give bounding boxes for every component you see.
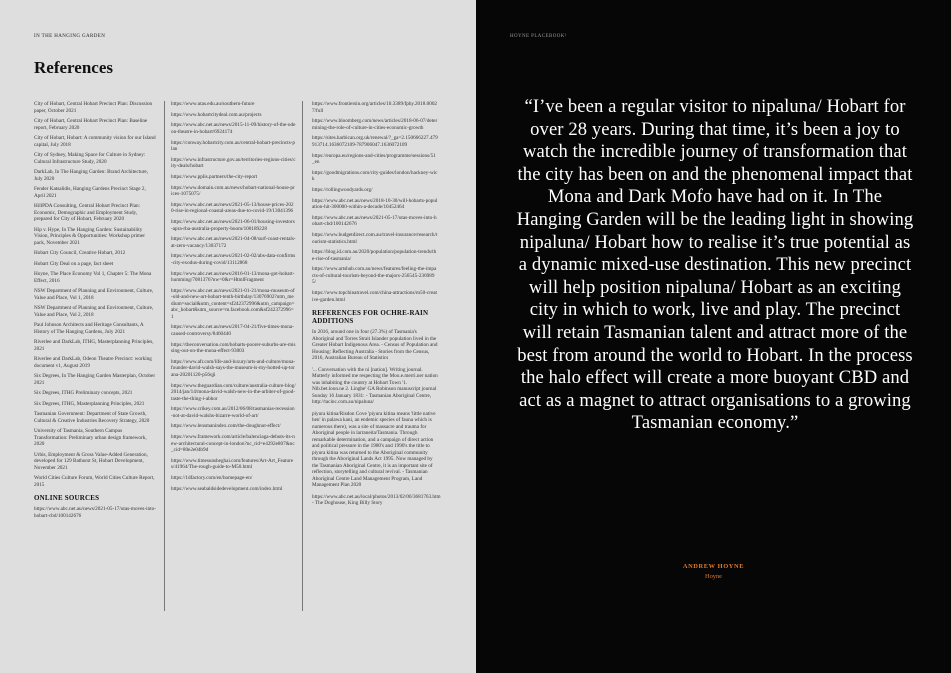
reference-entry: Tasmanian Government: Department of State Growth, Cultural & Creative Industries Recovery Strategy, 2020 — [34, 411, 150, 424]
reference-entry: Paul Johnson Architects and Heritage Consultants, A History of The Hanging Gardens, July 2021 — [34, 322, 144, 335]
reference-entry: NSW Department of Planning and Environment, Culture, Value and Place, Vol 2, 2018 — [34, 305, 154, 318]
right-page — [476, 0, 951, 673]
reference-url: https://www.afr.com/life-and-luxury/arts-and-culture/mona-founder-david-walsh-says-the-museum-is-my-hotted-up-torana-20201120-p56qji — [171, 358, 296, 378]
reference-entry: City of Hobart, Central Hobart Precinct Plan: Discussion paper, October 2021 — [34, 101, 153, 114]
reference-entry: University of Tasmania, Southern Campus Transformation: Preliminary urban design framework, 2020 — [34, 428, 147, 447]
reference-entry: Six Degrees, ITHG, Masterplanning Principles, 2021 — [34, 400, 145, 407]
reference-url: https://www.abc.net.au/news/2017-04-21/five-times-mona-caused-controversy/8460440 — [171, 324, 294, 337]
page-title: References — [34, 58, 113, 77]
reference-url: https://www.theguardian.com/culture/australia-culture-blog/2014/jan/14/mona-david-walsh-new-in-the-arbiter-of-good-taste-the-thing-i-abhor — [171, 382, 296, 402]
reference-url: https://www.abc.net.au/news/2021-05-13/house-prices-2020-rise-in-regional-coastal-areas-due-to-covid-19/13041396 — [171, 201, 294, 215]
ochre-rain-entry: piyura kitina/Risdon Cove 'piyura kitina means 'little native hen' in palawa kani, an endemic species of fauna which is numerous there), was a site of massacre and trauma for Aboriginal people in larraneita/Tasmania. Through remarkable determination, and a campaign of direct action and political pressure in the 1980's and 1990's the title to piyura kitina was returned to the Aboriginal community through the Aboriginal Lands Act 1995. Now managed by the Tasmanian Aboriginal Centre, it is an important site of reflection, storytelling and cultural revival. - Tasmanian Aboriginal Centre Land Management Program, Land Management Plan 2020 — [312, 410, 436, 489]
reference-url: https://europa.eu/regions-and-cities/programme/sessions/51_en — [312, 152, 436, 166]
bibliography-list — [34, 101, 156, 488]
reference-entry: City of Sydney, Making Space for Culture in Sydney: Cultural Infrastructure Study, 2020 — [34, 152, 146, 165]
ochre-rain-entry: '... Conversation with the ni [nation]. Writing journal. Mutterly informed me respecting the Mou.e.merri.ner nation was inhabiting the country at Hobart Town '1. Nib.bet.loon.ne 2. Lingbe' GA Robinson manuscript journal Sunday 16 January 1831: - Tasmanian Aboriginal Centre, http://tacinc.com.au/nipaluna/ — [312, 366, 438, 406]
reference-entry: HillPDA Consulting, Central Hobart Precinct Plan: Economic, Demographic and Employment Study, prepared for City of Hobart, February 2020 — [34, 203, 141, 222]
reference-url: https://theconversation.com/hobarts-poorer-suburbs-are-missing-out-on-the-mona-effect-93003 — [171, 341, 296, 355]
ochre-rain-list — [312, 329, 441, 507]
ochre-rain-heading: REFERENCES FOR OCHRE-RAIN ADDITIONS — [312, 309, 429, 326]
ochre-rain-entry: In 2016, around one in four (27.3%) of Tasmania's Aboriginal and Torres Strait Islander population lived in the Greater Hobart Indigenous Area. - Census of Population and Housing: Reflecting Australia - Stories from the Census, 2016, Australian Bureau of Statistics — [312, 329, 438, 362]
reference-url: https://www.artshub.com.au/news/features/feeling-the-impacts-of-cultural-tourism-beyond-the-majors-256545-2369895/ — [312, 266, 437, 286]
reference-url: https://www.abc.net.au/news/2016-01-13/mona-got-hobart-humming/7081376?nw=0&r=HtmlFragment — [171, 270, 295, 284]
reference-url: https://blog.id.com.au/2020/population/population-trends/the-rise-of-tasmania/ — [312, 249, 437, 262]
reference-entry: Hobart City Deal on a page, fact sheet — [34, 260, 114, 267]
reference-url: https://www.abc.net.au/news/2018-10-30/will-hobarts-population-hit-300000-within-a-decade/10452464 — [312, 197, 438, 211]
reference-url: https://www.abc.net.au/news/2015-11-09/history-of-the-odeon-theatre-in-hobart/6924174 — [171, 122, 296, 135]
reference-url: https://www.frontiersin.org/articles/10.3389/fphy.2018.00027/full — [312, 101, 438, 114]
ochre-rain-entry: https://www.abc.net.au/local/photos/2013/02/06/3681763.htm - The Doghouse, King Billy Story — [312, 493, 441, 507]
reference-url: https://www.hobartcitydeal.com.au/projects — [171, 111, 262, 118]
reference-entry: Hip v. Hype, In The Hanging Garden: Sustainability Vision, Principles & Opportunities: Workshop primer pack, November 2021 — [34, 226, 145, 246]
reference-column-3 — [303, 101, 441, 611]
reference-url: https://www.bloomberg.com/news/articles/2018-06-07/determining-the-role-of-culture-in-cities-economic-growth — [312, 118, 438, 131]
reference-url: https://www.crikey.com.au/2012/06/08/tasmanias-recession-not-at-david-walshs-bizarre-world-of-art/ — [171, 406, 295, 419]
reference-entry: City of Hobart, Central Hobart Precinct Plan: Baseline report, February 2020 — [34, 118, 148, 131]
reference-column-2 — [164, 101, 303, 611]
left-running-head: IN THE HANGING GARDEN — [34, 34, 106, 39]
reference-entry: Six Degrees, In The Hanging Garden Masterplan, October 2021 — [34, 373, 156, 386]
reference-url: https://www.lensmanindex.com/the-doughnut-effect/ — [171, 423, 281, 430]
reference-columns — [34, 101, 441, 611]
reference-url: https://www.framework.com/article/balenciaga-debuts-its-new-architectural-concept-in-london?nc_rid=e4292e807&nc_cid=80e2e04b9d — [171, 434, 295, 454]
reference-url: https://goodmigrations.com/city-guides/london/hackney-wick — [312, 169, 438, 183]
reference-entry: Riverlee and DarkLab, ITHG, Masterplanning Principles, 2021 — [34, 339, 154, 352]
quote-organisation: Hoyne — [704, 573, 723, 580]
online-sources-heading: ONLINE SOURCES — [34, 494, 100, 502]
reference-url: https://conway.hobartcity.com.au/central-hobart-precincts-plan — [171, 139, 295, 153]
reference-column-1 — [34, 101, 164, 611]
reference-entry: Urbis, Employment & Gross Value-Added Generation, developed for 129 Bathurst St, Hobart Development, November 2021 — [34, 451, 148, 471]
reference-entry: City of Hobart, Hobart: A community vision for our Island capital, July 2018 — [34, 135, 156, 148]
url-list — [171, 101, 296, 492]
reference-entry: NSW Department of Planning and Environment, Culture, Value and Place, Vol 1, 2018 — [34, 288, 154, 301]
reference-url: https://rollingwoodyards.org/ — [312, 186, 373, 193]
pull-quote: “I’ve been a regular visitor to nipaluna/ Hobart for over 28 years. During that time, it’s been a joy to watch the incredible journey of transformation that the city has been on and the phenomenal impact that Mona and Dark Mofo have had on it. In The Hanging Garden will be the leading light in showing nipaluna/ Hobart how to realise it’s true potential as a dynamic mixed-use destination. This new precinct will help position nipaluna/ Hobart as an exciting city in which to work, live and play. The precinct will retain Tasmanian talent and attract more of the best from around the world to Hobart. In the process the halo effect will create a more buoyant CBD and act as a magnet to attract organisations to a growing Tasmanian economy.” — [516, 96, 914, 434]
reference-url: https://www.infrastructure.gov.au/territories-regions-cities/city-deals/hobart — [171, 156, 296, 170]
reference-url: https://www.domain.com.au/news/hobart-national-house-prices-1075075/ — [171, 184, 295, 198]
reference-url: https://www.abc.net.au/news/2021-06-01/housing-investors-apra-rba-australia-property-boom/100189228 — [171, 219, 295, 232]
reference-entry: Riverlee and DarkLab, Odeon Theatre Precinct: working document v1, August 2019 — [34, 356, 152, 369]
reference-entry: Hobart City Council, Creative Hobart, 2012 — [34, 250, 126, 256]
reference-entry: DarkLab, In The Hanging Garden: Brand Architecture, July 2020 — [34, 169, 148, 182]
online-source-link: https://www.abc.net.au/news/2021-05-17/utas-moves-into-hobart-cbd/100142676 — [34, 506, 156, 519]
reference-url: https://www.utas.edu.au/southern-future — [171, 101, 255, 107]
reference-url: https://www.abc.net.au/news/2021-02-02/abs-data-confirms-city-exodus-during-covid/13112868 — [171, 253, 296, 266]
right-running-head: HOYNE PLACEBOOK² — [510, 34, 567, 39]
url-list-2 — [312, 101, 438, 303]
reference-url: https://www.topchinatravel.com/china-attractions/m50-creative-garden.html — [312, 290, 437, 303]
reference-url: https://www.seabaldsidedevelopment.com/index.html — [171, 485, 283, 492]
reference-url: https://sites.harbican.org.uk/renewal/?_ga=2.150666227.479913714.1636072109-787906047.1636072109 — [312, 135, 438, 148]
reference-url: https://www.timesunsheghai.com/features/Art-Art_Features/41964/The-rough-guide-to-M50.html — [171, 457, 294, 471]
reference-url: https://www.abc.net.au/news/2021-05-17/utas-moves-into-hobart-cbd/100142676 — [312, 214, 437, 228]
reference-url: https://1dfactory.com/en/homepage-en/ — [171, 474, 253, 481]
online-sources-list — [34, 506, 156, 519]
reference-entry: Hoyne, The Place Economy Vol 1, Chapter 5: The Mona Effect, 2016 — [34, 271, 152, 284]
reference-url: https://www.pplis.partners/the-city-report — [171, 173, 258, 180]
reference-url: https://www.budgetdirect.com.au/travel-insurance/research/tourism-statistics.html — [312, 232, 438, 245]
reference-entry: World Cities Culture Forum, World Cities Culture Report, 2015 — [34, 475, 155, 488]
reference-entry: Fender Katsalidis, Hanging Gardens Precinct Stage 2, April 2021 — [34, 186, 146, 199]
reference-url: https://www.abc.net.au/news/2021-04-08/surf-coast-rentals-at-zero-vacancy/13037172 — [171, 236, 296, 249]
quote-author: ANDREW HOYNE — [682, 563, 745, 570]
reference-url: https://www.abc.net.au/news/2021-01-21/mona-museum-of-old-and-new-art-hobart-tenth-birthday/13076902?utm_medium=social&utm_content=sf242372996&utm_campaign=abc_hobart&utm_source=m.facebook.com&sf242372996=1 — [171, 287, 295, 320]
reference-entry: Six Degrees, ITHG Preliminary concepts, 2021 — [34, 390, 133, 396]
